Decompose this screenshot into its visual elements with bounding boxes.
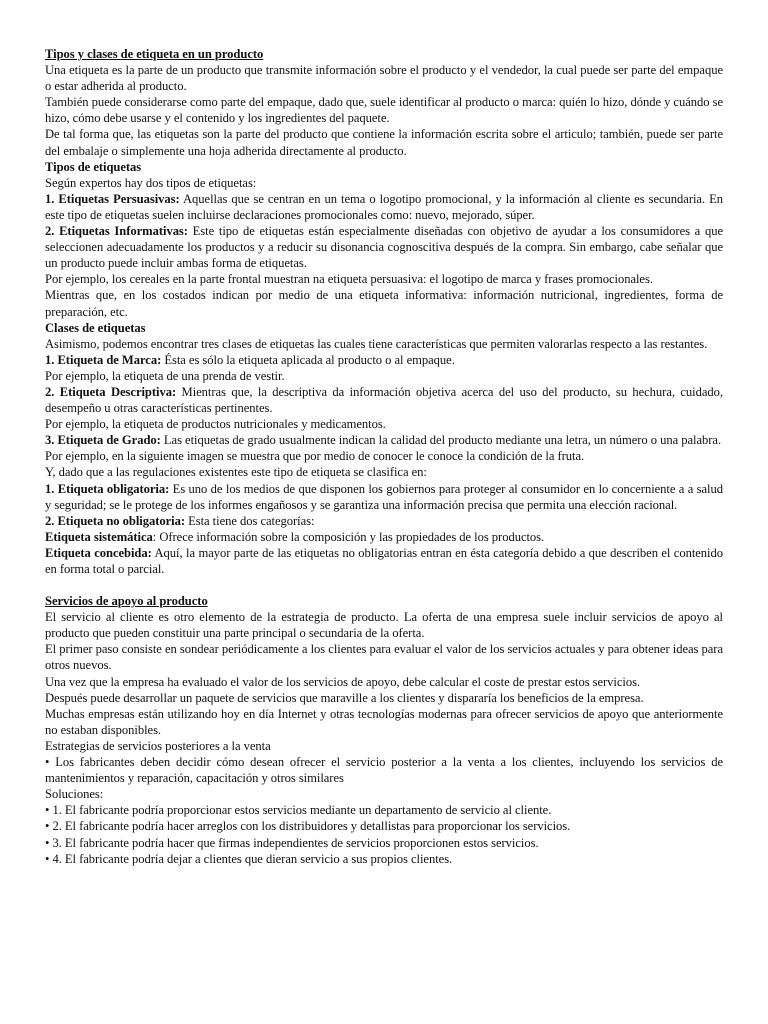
paragraph: Muchas empresas están utilizando hoy en día Internet y otras tecnologías modernas para ofrecer servicios de apoyo que anteriormente no estaban disponibles. (45, 706, 723, 737)
paragraph: Una etiqueta es la parte de un producto que transmite información sobre el producto y el vendedor, la cual puede ser parte del empaque o estar adherida al producto. (45, 63, 723, 94)
paragraph: El servicio al cliente es otro elemento de la estrategia de producto. La oferta de una empresa suele incluir servicios de apoyo al producto que pueden constituir una parte principal o secundaria de la oferta. (45, 610, 723, 641)
paragraph-persuasivas (45, 191, 723, 223)
heading-clases: Clases de etiquetas (45, 320, 146, 335)
paragraph: De tal forma que, las etiquetas son la parte del producto que contiene la información escrita sobre el articulo; también, puede ser parte del embalaje o simplemente una hoja adherida directamente al producto. (45, 127, 723, 158)
paragraph: Estrategias de servicios posteriores a la venta (45, 738, 271, 753)
paragraph: Por ejemplo, los cereales en la parte frontal muestran na etiqueta persuasiva: el logotipo de marca y frases promocionales. (45, 272, 653, 287)
term: 2. Etiqueta Descriptiva: (45, 384, 177, 399)
paragraph: Mientras que, en los costados indican por medio de una etiqueta informativa: información nutricional, ingredientes, forma de preparación, etc. (45, 288, 723, 319)
paragraph: Según expertos hay dos tipos de etiquetas: (45, 175, 257, 190)
paragraph-descriptiva (45, 384, 723, 416)
paragraph-informativas (45, 223, 723, 271)
heading-tipos: Tipos de etiquetas (45, 159, 142, 174)
paragraph-marca (45, 352, 723, 368)
paragraph: Asimismo, podemos encontrar tres clases de etiquetas las cuales tiene características que permiten valorarlas respecto a las restantes. (45, 336, 708, 351)
definition: Es uno de los medios de que disponen los gobiernos para proteger al consumidor en lo concerniente a a salud y seguridad; se le protege de los informes engañosos y se garantiza una información precisa que permita una elección racional. (45, 481, 723, 512)
term: 1. Etiqueta de Marca: (45, 352, 162, 367)
paragraph-concebida (45, 545, 723, 577)
bullet-item: • 1. El fabricante podría proporcionar estos servicios mediante un departamento de servicio al cliente. (45, 803, 552, 818)
spacer (45, 577, 723, 593)
paragraph: Y, dado que a las regulaciones existentes este tipo de etiqueta se clasifica en: (45, 465, 427, 480)
paragraph: Después puede desarrollar un paquete de servicios que maraville a los clientes y dispararía los beneficios de la empresa. (45, 690, 644, 705)
term: 3. Etiqueta de Grado: (45, 433, 161, 448)
paragraph: Soluciones: (45, 787, 104, 802)
definition: Este tipo de etiquetas están especialmente diseñadas con objetivo de ayudar a los consumidores a que seleccionen adecuadamente los productos y a reducir su disonancia cognoscitiva después de la compra. Sin embargo, cabe señalar que un producto puede incluir ambas forma de etiquetas. (45, 224, 723, 271)
term: Etiqueta concebida: (45, 545, 152, 560)
bullet-item: • 2. El fabricante podría hacer arreglos con los distribuidores y detallistas para proporcionar los servicios. (45, 819, 571, 834)
paragraph: El primer paso consiste en sondear periódicamente a los clientes para evaluar el valor de los servicios actuales y para obtener ideas para otros nuevos. (45, 642, 723, 673)
paragraph-grado (45, 432, 723, 448)
definition: : Ofrece información sobre la composición y las propiedades de los productos. (152, 529, 545, 544)
bullet-item: • 4. El fabricante podría dejar a clientes que dieran servicio a sus propios clientes. (45, 851, 453, 866)
paragraph-sistematica (45, 529, 723, 545)
paragraph: Una vez que la empresa ha evaluado el valor de los servicios de apoyo, debe calcular el coste de prestar estos servicios. (45, 674, 641, 689)
paragraph: Por ejemplo, la etiqueta de una prenda de vestir. (45, 368, 285, 383)
definition: Ésta es sólo la etiqueta aplicada al producto o al empaque. (161, 352, 455, 367)
paragraph: Por ejemplo, la etiqueta de productos nutricionales y medicamentos. (45, 417, 386, 432)
section-title-servicios: Servicios de apoyo al producto (45, 594, 208, 609)
paragraph-no-obligatoria (45, 513, 723, 529)
paragraph: También puede considerarse como parte del empaque, dado que, suele identificar al producto o marca: quién lo hizo, dónde y cuándo se hizo, cómo debe usarse y el contenido y los ingredientes del paquete. (45, 95, 723, 126)
term: 1. Etiqueta obligatoria: (45, 481, 170, 496)
term: Etiqueta sistemática (45, 529, 153, 544)
paragraph: Por ejemplo, en la siguiente imagen se muestra que por medio de conocer le conoce la condición de la fruta. (45, 449, 585, 464)
definition: Aquí, la mayor parte de las etiquetas no obligatorias entran en ésta categoría debido a que describen el contenido en forma total o parcial. (45, 545, 723, 576)
definition: Las etiquetas de grado usualmente indican la calidad del producto mediante una letra, un número o una palabra. (160, 433, 722, 448)
definition: Aquellas que se centran en un tema o logotipo promocional, y la información al cliente es secundaria. En este tipo de etiquetas suelen incluirse declaraciones promocionales como: nuevo, mejorado, súper. (45, 191, 723, 222)
paragraph-obligatoria (45, 481, 723, 513)
bullet-item: • Los fabricantes deben decidir cómo desean ofrecer el servicio posterior a la venta a los clientes, incluyendo los servicios de mantenimientos y reparación, capacitación y otros similares (45, 755, 723, 786)
section-title-etiquetas: Tipos y clases de etiqueta en un producto (45, 47, 264, 61)
term: 1. Etiquetas Persuasivas: (45, 191, 180, 206)
definition: Esta tiene dos categorías: (185, 513, 315, 528)
definition: Mientras que, la descriptiva da información objetiva acerca del uso del producto, su hechura, cuidado, desempeño u otras características pertinentes. (45, 384, 723, 416)
document-body (45, 46, 723, 867)
bullet-item: • 3. El fabricante podría hacer que firmas independientes de servicios proporcionen estos servicios. (45, 835, 539, 850)
term: 2. Etiqueta no obligatoria: (45, 513, 185, 528)
term: 2. Etiquetas Informativas: (45, 224, 188, 239)
